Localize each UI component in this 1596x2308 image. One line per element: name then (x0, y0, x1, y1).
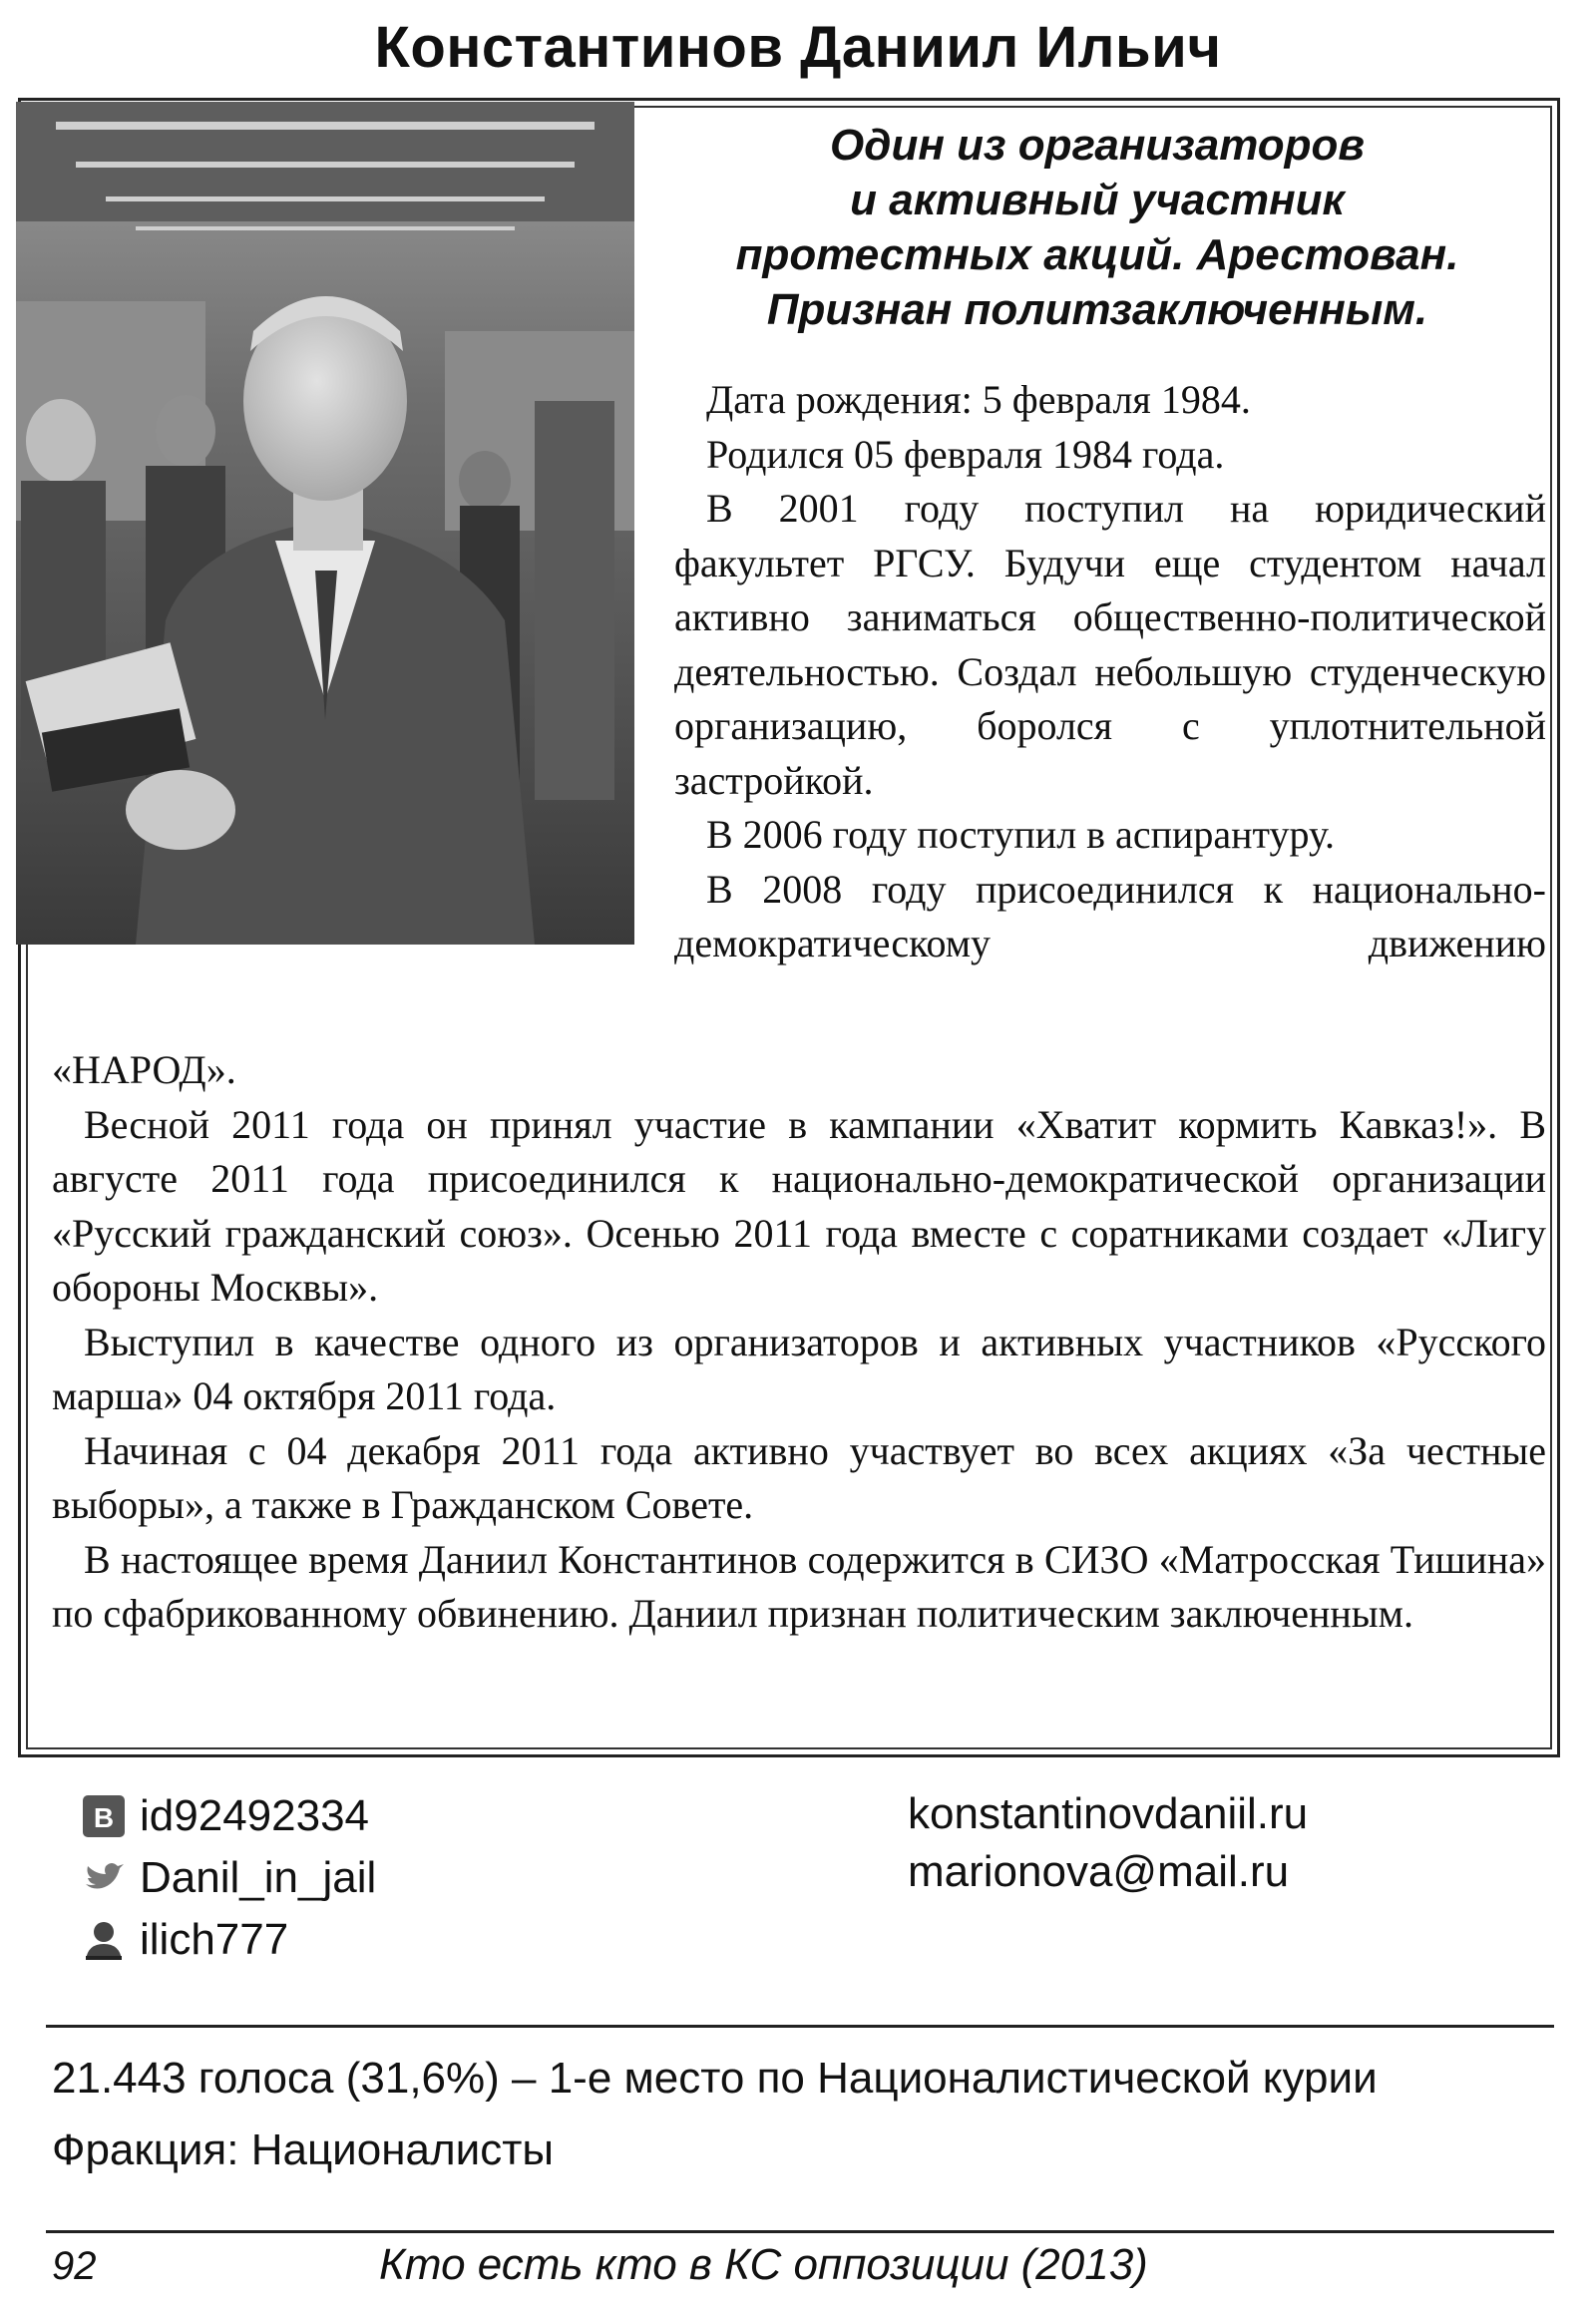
page-title: Константинов Даниил Ильич (374, 15, 1222, 80)
headline-line: Признан политзаключенным. (766, 285, 1428, 334)
headline-line: протестных акций. Арестован. (735, 230, 1459, 279)
votes-result: 21.443 голоса (31,6%) – 1-е место по Националистической курии (52, 2054, 1378, 2103)
bio-paragraph: В 2008 году присоединился к национально-демократическому движению (674, 866, 1546, 965)
social-twitter (82, 1847, 376, 1909)
twitter-handle[interactable]: Danil_in_jail (140, 1853, 377, 1902)
bio-text-right-column (674, 373, 1546, 971)
website-link[interactable]: konstantinovdaniil.ru (908, 1789, 1309, 1838)
page-number: 92 (52, 2244, 97, 2288)
book-title: Кто есть кто в КС оппозиции (2013) (379, 2240, 1148, 2289)
headline-line: и активный участник (850, 176, 1345, 224)
social-livejournal (82, 1909, 376, 1971)
bio-paragraph: В настоящее время Даниил Константинов содержится в СИЗО «Матросская Тишина» по сфабрикованному обвинению. Даниил признан политическим заключенным. (52, 1536, 1546, 1636)
email-link[interactable]: marionova@mail.ru (908, 1847, 1290, 1896)
headline-line: Один из организаторов (830, 121, 1365, 170)
bio-paragraph: Весной 2011 года он принял участие в кампании «Хватит кормить Кавказ!». В августе 2011 года присоединился к национально-демократической организации «Русский гражданский союз». Осенью 2011 года вместе с соратниками создает «Лигу обороны Москвы». (52, 1101, 1546, 1310)
livejournal-user-icon (82, 1918, 126, 1962)
divider (46, 2025, 1554, 2028)
divider (46, 2230, 1554, 2233)
faction: Фракция: Националисты (52, 2125, 554, 2174)
vk-icon (82, 1794, 126, 1838)
contacts (908, 1785, 1308, 1901)
headline (658, 118, 1536, 337)
svg-text:B: B (93, 1802, 115, 1833)
livejournal-handle[interactable]: ilich777 (140, 1915, 289, 1964)
bio-paragraph: Дата рождения: 5 февраля 1984. (706, 377, 1251, 422)
social-links (82, 1785, 376, 1971)
portrait-photo (16, 102, 634, 945)
social-vk (82, 1785, 376, 1847)
bio-paragraph: Начиная с 04 декабря 2011 года активно участвует во всех акциях «За честные выборы», а также в Гражданском Совете. (52, 1427, 1546, 1527)
bio-paragraph: В 2006 году поступил в аспирантуру. (706, 812, 1335, 857)
election-stats (52, 2043, 1378, 2186)
twitter-bird-icon (82, 1856, 126, 1900)
vk-handle[interactable]: id92492334 (140, 1791, 370, 1840)
bio-paragraph: Родился 05 февраля 1984 года. (706, 431, 1225, 477)
bio-paragraph: Выступил в качестве одного из организаторов и активных участников «Русского марша» 04 октября 2011 года. (52, 1319, 1546, 1418)
bio-paragraph: «НАРОД». (52, 1047, 236, 1092)
bio-paragraph: В 2001 году поступил на юридический факультет РГСУ. Будучи еще студентом начал активно заниматься общественно-политической деятельностью. Создал небольшую студенческую организацию, боролся с уплотнительной застройкой. (674, 486, 1546, 803)
bio-text-full-width (52, 1043, 1546, 1642)
